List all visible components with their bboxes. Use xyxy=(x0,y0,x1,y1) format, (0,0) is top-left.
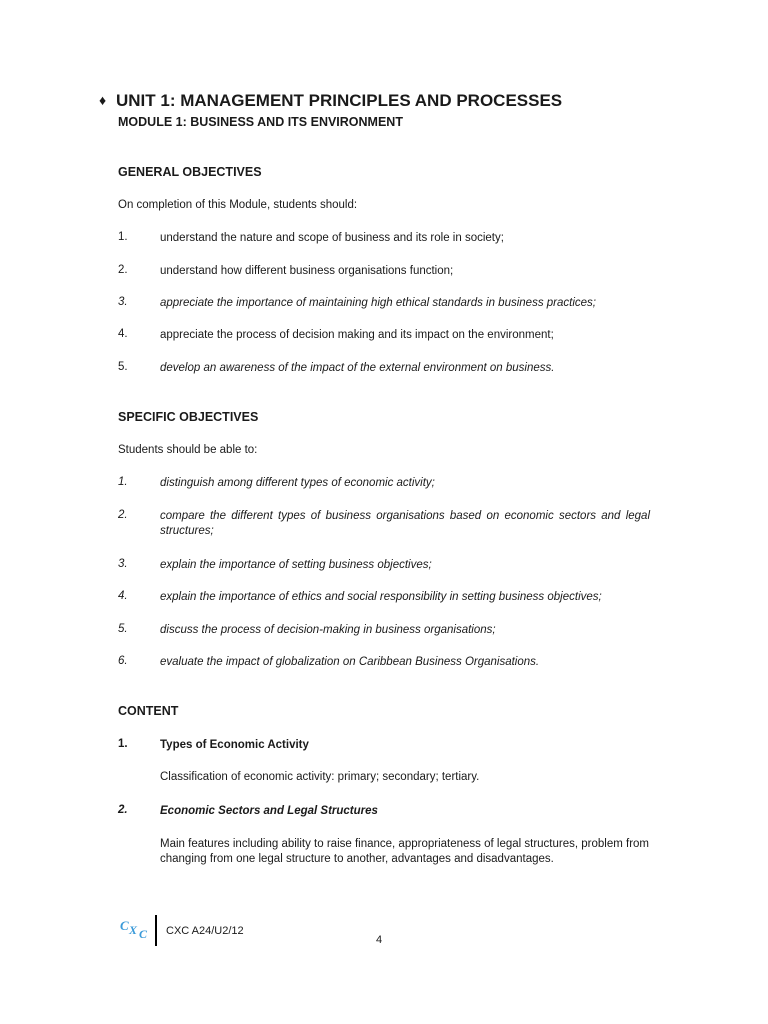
unit-title xyxy=(99,91,562,111)
footer-divider xyxy=(155,915,157,946)
content-item-title: Types of Economic Activity xyxy=(160,739,309,751)
content-item-number: 1. xyxy=(118,738,128,750)
general-item-number: 1. xyxy=(118,231,128,243)
specific-item-text: explain the importance of ethics and social responsibility in setting business objectives; xyxy=(160,591,602,603)
svg-text:C: C xyxy=(139,927,148,939)
general-item-text: develop an awareness of the impact of the external environment on business. xyxy=(160,362,555,374)
specific-item-number: 4. xyxy=(118,590,128,602)
content-item-number: 2. xyxy=(118,804,128,816)
general-item-number: 2. xyxy=(118,264,128,276)
general-item-text: appreciate the process of decision making and its impact on the environment; xyxy=(160,329,554,341)
diamond-bullet-icon: ♦ xyxy=(99,92,107,108)
general-item-number: 5. xyxy=(118,361,128,373)
general-item-text: understand the nature and scope of business and its role in society; xyxy=(160,232,504,244)
specific-item-number: 2. xyxy=(118,509,128,521)
content-item-body: Main features including ability to raise finance, appropriateness of legal structures, problem from changing from one legal structure to another, advantages and disadvantages. xyxy=(160,838,649,865)
specific-item-text: discuss the process of decision-making in business organisations; xyxy=(160,624,496,636)
specific-item-text: compare the different types of business organisations based on economic sectors and legal structures; xyxy=(160,510,650,537)
content-item-title: Economic Sectors and Legal Structures xyxy=(160,805,378,817)
specific-item-text: distinguish among different types of economic activity; xyxy=(160,477,435,489)
general-item-number: 3. xyxy=(118,296,128,308)
general-item-text: appreciate the importance of maintaining high ethical standards in business practices; xyxy=(160,297,596,309)
cxc-logo-icon xyxy=(120,917,154,939)
specific-item-number: 3. xyxy=(118,558,128,570)
specific-item-text: explain the importance of setting business objectives; xyxy=(160,559,432,571)
general-item-text: understand how different business organisations function; xyxy=(160,265,454,277)
unit-title-text: UNIT 1: MANAGEMENT PRINCIPLES AND PROCESSES xyxy=(116,91,563,110)
specific-objectives-intro: Students should be able to: xyxy=(118,444,258,456)
svg-text:X: X xyxy=(129,923,138,937)
specific-item-number: 6. xyxy=(118,655,128,667)
general-objectives-intro: On completion of this Module, students should: xyxy=(118,199,358,211)
general-item-number: 4. xyxy=(118,328,128,340)
specific-objectives-heading: SPECIFIC OBJECTIVES xyxy=(118,410,259,424)
page-number: 4 xyxy=(376,934,383,946)
specific-item-number: 1. xyxy=(118,476,128,488)
general-objectives-heading: GENERAL OBJECTIVES xyxy=(118,165,262,179)
footer-code: CXC A24/U2/12 xyxy=(166,925,244,937)
svg-text:C: C xyxy=(120,918,129,933)
module-title: MODULE 1: BUSINESS AND ITS ENVIRONMENT xyxy=(118,115,403,129)
content-heading: CONTENT xyxy=(118,704,179,718)
content-item-body: Classification of economic activity: primary; secondary; tertiary. xyxy=(160,771,480,783)
specific-item-number: 5. xyxy=(118,623,128,635)
specific-item-text: evaluate the impact of globalization on Caribbean Business Organisations. xyxy=(160,656,540,668)
